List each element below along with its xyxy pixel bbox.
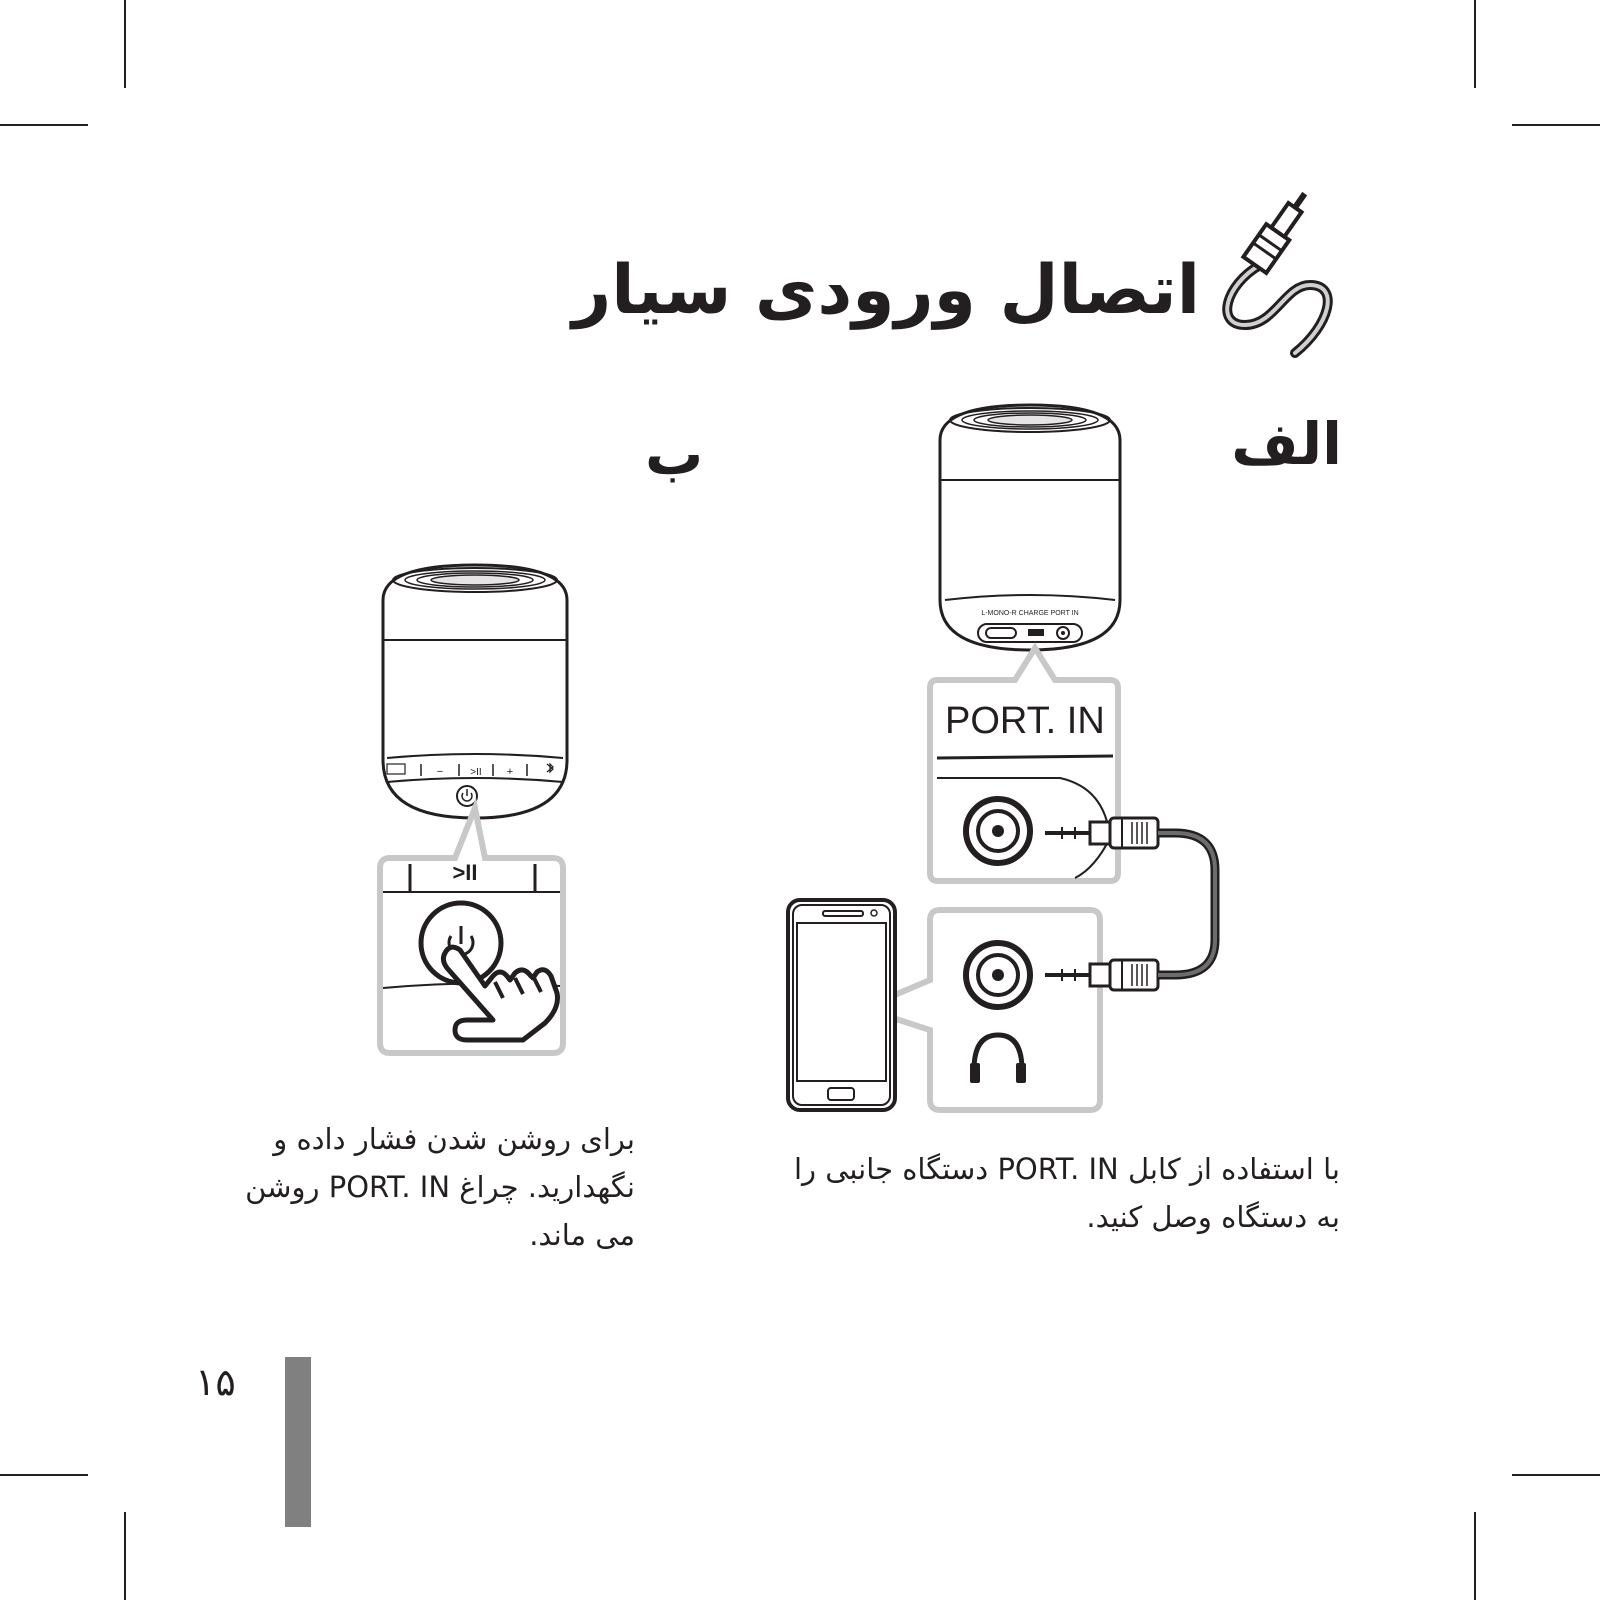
section-a-label: الف bbox=[1231, 410, 1342, 478]
section-b-caption: برای روشن شدن فشار داده و نگهدارید. چراغ PORT. IN روشن می ماند. bbox=[245, 1122, 635, 1252]
crop-mark bbox=[1474, 0, 1476, 88]
speaker-front-illustration bbox=[375, 560, 575, 830]
crop-mark bbox=[0, 1474, 88, 1476]
plug-bottom bbox=[1045, 960, 1158, 990]
play-pause-button: >II bbox=[470, 767, 482, 778]
page-title: اتصال ورودی سیار bbox=[572, 251, 1200, 330]
audio-cable bbox=[1040, 800, 1240, 1000]
crop-mark bbox=[1512, 124, 1600, 126]
audio-cable-icon bbox=[1215, 195, 1345, 355]
plug-top bbox=[1045, 818, 1158, 848]
page-number: ۱۵ bbox=[195, 1360, 236, 1404]
crop-mark bbox=[1474, 1512, 1476, 1600]
crop-mark bbox=[124, 0, 126, 88]
smartphone-icon bbox=[785, 897, 900, 1115]
zoom-play-pause-label: >II bbox=[452, 860, 478, 885]
port-labels: L-MONO-R CHARGE PORT IN bbox=[981, 610, 1079, 617]
crop-mark bbox=[1512, 1474, 1600, 1476]
volume-down-button: − bbox=[436, 766, 444, 778]
section-a-caption: با استفاده از کابل PORT. IN دستگاه جانبی را به دستگاه وصل کنید. bbox=[793, 1152, 1340, 1234]
power-button-callout bbox=[375, 808, 575, 1063]
speaker-back-illustration bbox=[930, 400, 1130, 670]
volume-up-button: + bbox=[506, 766, 514, 778]
thumb-tab-bar bbox=[285, 1357, 311, 1527]
crop-mark bbox=[0, 124, 88, 126]
port-in-label: PORT. IN bbox=[945, 700, 1105, 742]
section-b-label: ب bbox=[645, 420, 704, 488]
crop-mark bbox=[124, 1512, 126, 1600]
